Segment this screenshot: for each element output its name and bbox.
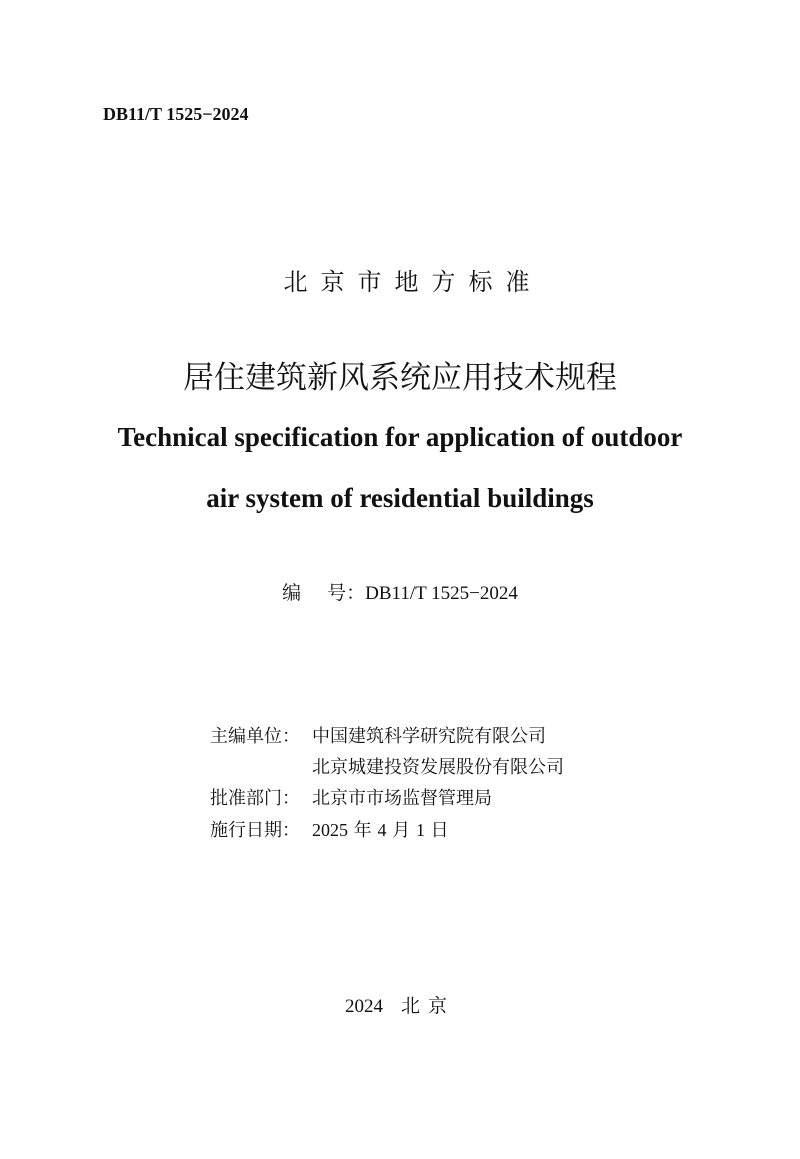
compiler-name-2: 北京城建投资发展股份有限公司 — [312, 757, 564, 778]
footer-city: 北京 — [400, 995, 455, 1017]
number-label-1: 编 — [282, 582, 302, 604]
document-title-english-line-1: Technical specification for application of outdoor — [117, 422, 683, 452]
approver-name: 北京市市场监督管理局 — [312, 788, 492, 809]
effective-date-row — [210, 815, 564, 846]
document-number-value: DB11/T 1525−2024 — [365, 583, 518, 604]
effective-year-unit: 年 — [353, 820, 372, 841]
document-number-line — [0, 578, 800, 605]
effective-day: 1 — [415, 820, 425, 840]
document-title-english-line-2: air system of residential buildings — [206, 483, 594, 513]
publication-info — [210, 722, 564, 846]
compiler-name-1: 中国建筑科学研究院有限公司 — [312, 726, 546, 747]
standard-code-header: DB11/T 1525−2024 — [103, 104, 249, 124]
effective-month: 4 — [377, 820, 387, 840]
approver-label: 批准部门： — [210, 788, 300, 809]
effective-date-label: 施行日期： — [210, 820, 300, 841]
effective-year: 2025 — [312, 820, 348, 840]
compiler-label: 主编单位： — [210, 726, 300, 747]
standard-type-heading: 北京市地方标准 — [283, 268, 543, 296]
compiler-row-2 — [210, 753, 564, 784]
effective-day-unit: 日 — [430, 820, 449, 841]
footer-year: 2024 — [344, 996, 383, 1017]
compiler-row — [210, 722, 564, 753]
effective-month-unit: 月 — [392, 820, 411, 841]
footer-publication — [0, 991, 800, 1018]
approver-row — [210, 784, 564, 815]
document-title-chinese: 居住建筑新风系统应用技术规程 — [183, 360, 617, 396]
number-label-2: 号： — [327, 582, 366, 604]
